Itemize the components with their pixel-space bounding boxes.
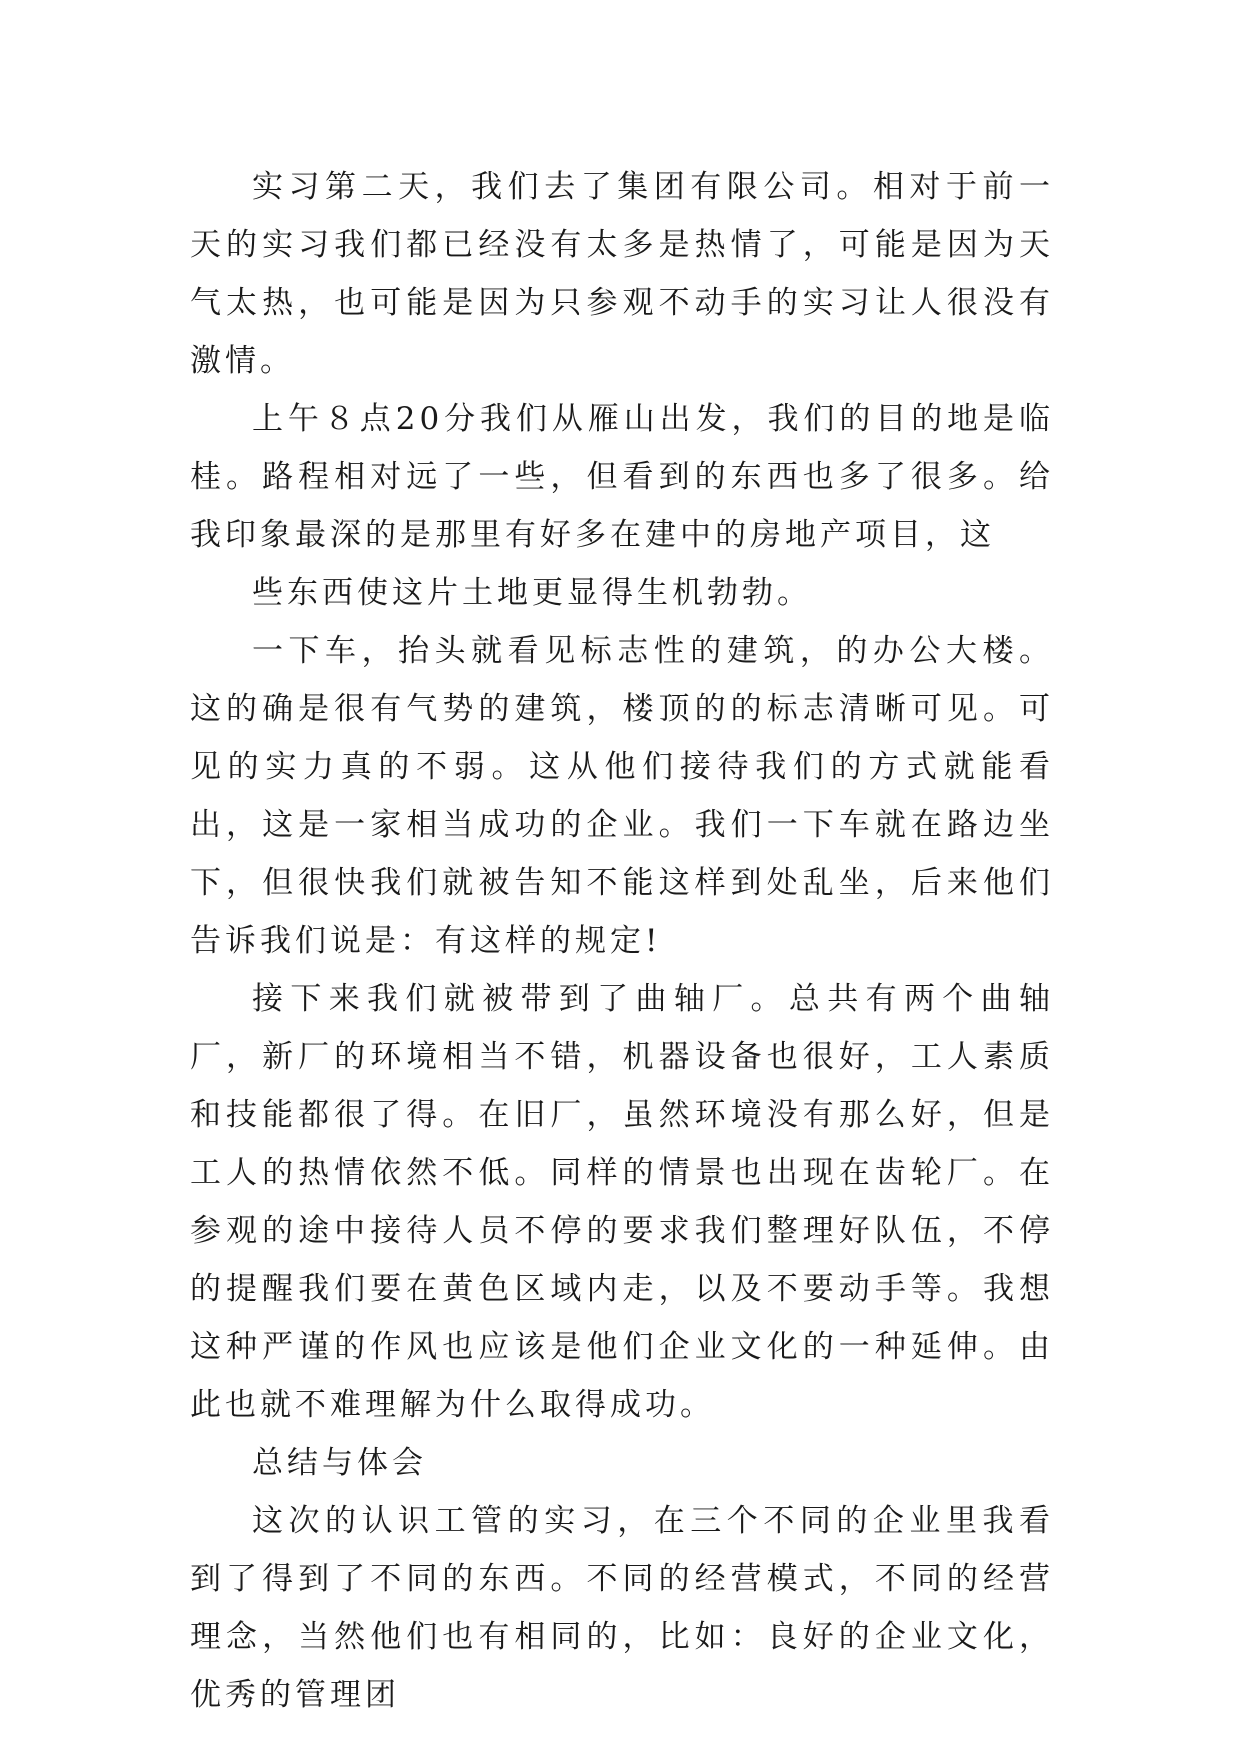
paragraph-departure-continued: 些东西使这片土地更显得生机勃勃。 xyxy=(252,575,812,611)
section-heading-summary: 总结与体会 xyxy=(252,1445,427,1481)
paragraph-crankshaft-factory: 接下来我们就被带到了曲轴厂。总共有两个曲轴厂，新厂的环境相当不错，机器设备也很好，工人素质和技能都很了得。在旧厂，虽然环境没有那么好，但是工人的热情依然不低。同样的情景也出现在齿轮厂。在参观的途中接待人员不停的要求我们整理好队伍，不停的提醒我们要在黄色区域内走，以及不要动手等。我想这种严谨的作风也应该是他们企业文化的一种延伸。由此也就不难理解为什么取得成功。 xyxy=(190,981,1054,1423)
paragraph-departure: 上午８点20分我们从雁山出发，我们的目的地是临桂。路程相对远了一些，但看到的东西也多了很多。给我印象最深的是那里有好多在建中的房地产项目，这 xyxy=(190,401,1054,553)
document-body xyxy=(190,158,1054,1724)
paragraph-summary: 这次的认识工管的实习，在三个不同的企业里我看到了得到了不同的东西。不同的经营模式，不同的经营理念，当然他们也有相同的，比如：良好的企业文化，优秀的管理团 xyxy=(190,1503,1054,1713)
paragraph-day-two-intro: 实习第二天，我们去了集团有限公司。相对于前一天的实习我们都已经没有太多是热情了，可能是因为天气太热，也可能是因为只参观不动手的实习让人很没有激情。 xyxy=(190,169,1054,379)
paragraph-office-building: 一下车，抬头就看见标志性的建筑，的办公大楼。这的确是很有气势的建筑，楼顶的的标志清晰可见。可见的实力真的不弱。这从他们接待我们的方式就能看出，这是一家相当成功的企业。我们一下车就在路边坐下，但很快我们就被告知不能这样到处乱坐，后来他们告诉我们说是：有这样的规定! xyxy=(190,633,1054,959)
